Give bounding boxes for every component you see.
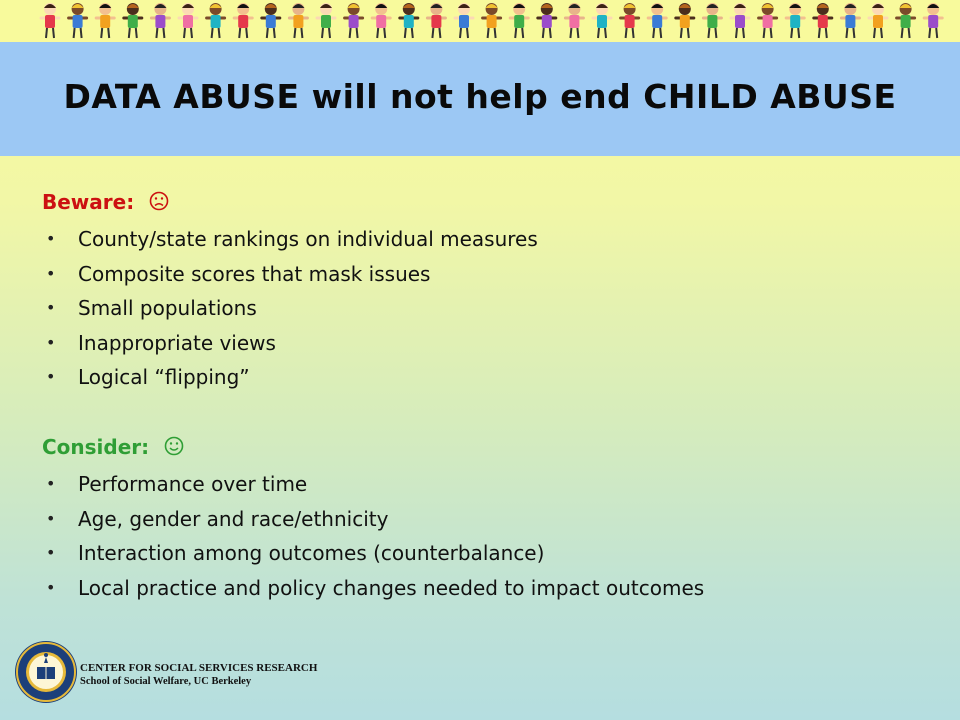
child-figure-icon: [731, 3, 749, 38]
child-figure-icon: [565, 3, 583, 38]
consider-heading: [42, 435, 184, 461]
beware-label: Beware:: [42, 190, 135, 214]
child-figure-icon: [289, 3, 307, 38]
child-figure-icon: [41, 3, 59, 38]
footer-credit: [80, 662, 317, 688]
child-figure-icon: [538, 3, 556, 38]
child-figure-icon: [786, 3, 804, 38]
child-figure-icon: [676, 3, 694, 38]
children-figures-icon: [0, 0, 960, 42]
consider-item: • Performance over time: [42, 467, 704, 502]
child-figure-icon: [455, 3, 473, 38]
beware-item: • Small populations: [42, 291, 538, 326]
slide-title: DATA ABUSE will not help end CHILD ABUSE: [63, 77, 897, 116]
children-banner: [0, 0, 960, 42]
child-figure-icon: [703, 3, 721, 38]
child-figure-icon: [648, 3, 666, 38]
child-figure-icon: [179, 3, 197, 38]
consider-label: Consider:: [42, 435, 150, 459]
frown-face-icon: [149, 191, 169, 216]
consider-item: • Interaction among outcomes (counterbalance): [42, 536, 704, 571]
beware-heading: [42, 190, 169, 216]
child-figure-icon: [897, 3, 915, 38]
child-figure-icon: [69, 3, 87, 38]
child-figure-icon: [400, 3, 418, 38]
child-figure-icon: [234, 3, 252, 38]
consider-item: • Local practice and policy changes needed to impact outcomes: [42, 571, 704, 606]
child-figure-icon: [317, 3, 335, 38]
child-figure-icon: [207, 3, 225, 38]
beware-item: • Inappropriate views: [42, 326, 538, 361]
beware-list: [42, 222, 538, 395]
child-figure-icon: [483, 3, 501, 38]
consider-item: • Age, gender and race/ethnicity: [42, 502, 704, 537]
beware-item: • Logical “flipping”: [42, 360, 538, 395]
university-seal-icon: [14, 640, 78, 704]
child-figure-icon: [427, 3, 445, 38]
child-figure-icon: [345, 3, 363, 38]
smile-face-icon: [164, 436, 184, 461]
beware-item: • County/state rankings on individual measures: [42, 222, 538, 257]
child-figure-icon: [593, 3, 611, 38]
child-figure-icon: [96, 3, 114, 38]
child-figure-icon: [759, 3, 777, 38]
footer-org: CENTER FOR SOCIAL SERVICES RESEARCH: [80, 662, 318, 674]
child-figure-icon: [924, 3, 942, 38]
child-figure-icon: [151, 3, 169, 38]
beware-item: • Composite scores that mask issues: [42, 257, 538, 292]
child-figure-icon: [124, 3, 142, 38]
child-figure-icon: [372, 3, 390, 38]
child-figure-icon: [814, 3, 832, 38]
footer-school: School of Social Welfare, UC Berkeley: [80, 676, 252, 687]
child-figure-icon: [621, 3, 639, 38]
child-figure-icon: [841, 3, 859, 38]
consider-list: [42, 467, 704, 605]
child-figure-icon: [869, 3, 887, 38]
child-figure-icon: [510, 3, 528, 38]
child-figure-icon: [262, 3, 280, 38]
